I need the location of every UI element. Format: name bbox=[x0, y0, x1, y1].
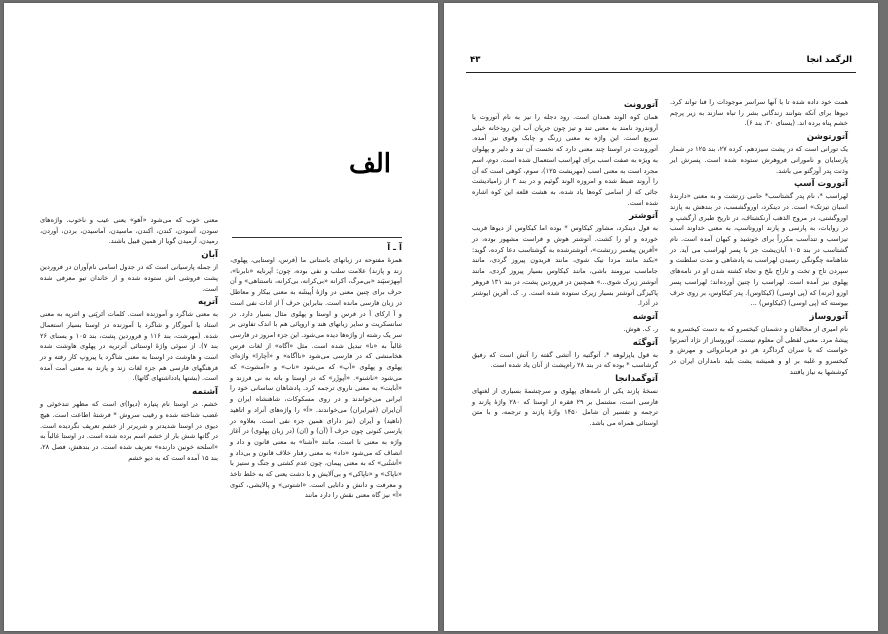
entry-headword: آتوگمدانجا bbox=[615, 374, 658, 385]
entry-text: به قول دینکرد، مشاور کیکاوس * بوده اما کیکاوس از دیوها فریب خورده و او را کشت. آتوشتر هوش و فراست مشهور بوده، در «آفرین پیغمبر زرتشت»، آتوشترشده به گوشتاسب دعا کرده، گوید: «بکند مانند مزدا نیک شوی، مانند فریدون پیروز گردی، مانند جاماسب نیرومند باشی، مانند کیکاوس بسیار پیروز گردی، مانند آتوشتر زیرک شوی...» همچنین در فروردین پشت، در بند ۱۳۱ فروهر پاکیزگی آتوشتر بسیار زیرک ستوده شده است. ر. ک. آفرین ایوشتر در آذرا. bbox=[472, 224, 658, 308]
entry-headword: آترپه bbox=[198, 297, 218, 308]
entry-text: همت خود داده شده تا با آنها سراسر موجودات را فنا تواند کرد. دیوها برای آنکه بتوانند زندگانی بشر را تباه سازند به زیر پرچم خشم پناه برده اند. (یسنای ۳۰، بند ۶). bbox=[670, 98, 848, 128]
running-header bbox=[466, 50, 856, 73]
entry-text: نام امیری از مخالفان و دشمنان کیخسرو که به دست کیخسرو به پیشهٔ مرد. معنی لفظی آن معلوم نیست. آتوروساز از نژاد آتمرتوا خواست که با سران گرداگرد هر دو فرمانروائی و مهرش و کیخسرو و غلبه بر او و همیشه یشت بلید نامداران ایران در کوششها به نیاز یافتند bbox=[670, 324, 848, 376]
entry-text: ر. ک. هوش. bbox=[623, 324, 658, 333]
section-letter: الف bbox=[348, 149, 392, 179]
entry-headword: آتوگتَه bbox=[632, 337, 658, 348]
entry-headword: آتورتوشن bbox=[806, 132, 848, 143]
entry-headword: آبان bbox=[201, 250, 218, 261]
left-page bbox=[4, 3, 438, 631]
entry-text: همان کوه الوند همدان است. رود دجله را نیز به نام آتوروت یا آروَندرود نامند به معنی تند و تیز چون جریان آب این رودخانه خیلی سریع است. این واژه به معنی زرنگ و چابک وقوی نیز آمده. آتوروندت در اوستا چند معنی دارد که نخست آن تند و دلیر و پهلوان به ویژه به صفت اسب برای لهراسب استعمال شده است. دوم، اسم مجرد است به معنی اسب (مهریشت ۱۲۵)، سوم، کوهی است که آن را آروند ضبط شده و امروزه الوند گوئیم و در بند ۳ از زامیادیشت جائی که از اسامی کوه‌ها یاد شده، به هشت قلعه این کوه اشاره شده است. bbox=[472, 113, 658, 207]
left-page-left-column bbox=[40, 215, 218, 615]
entry-headword: آشتمه bbox=[192, 387, 218, 398]
entry-headword: آتوروساز bbox=[809, 311, 848, 322]
entry-text: به معنی شاگرد و آموزنده است. کلمات اَتَرپَتی و اتترپه به معنی استاد یا آموزگار و شاگرد یا آموزنده در اوستا بسیار استعمال شده. (مهرشت، بند ۱۱۶ و فروردین پشت، بند ۱۰۵ و یسنای ۲۶ بند ۷). از سوئی واژهٔ اوستائی آترتریه در پهلوی هاوشت شده است و هاوشت در اوستا به معنی شاگرد یا پیروپ کار رفته و در فرهنگهای فارسی هم جزء لغات زند و پازند به معنی أمت آمده است. (بشتها یادداشتهای گاتها). bbox=[40, 310, 219, 383]
right-page-right-column bbox=[670, 97, 848, 617]
section-rule bbox=[232, 237, 402, 238]
running-header-title: الرگمد انجا bbox=[806, 55, 852, 65]
right-page-left-column bbox=[472, 97, 658, 617]
page-number: ۴۳ bbox=[470, 55, 481, 65]
entry-text: معنی خوب که می‌شود «آهو» یعنی عیب و ناخوب. واژه‌های سودن، آسودن، کندن، آکندن، ماسیدن، آماسیدن، بردن، آوردن، رمیدن، آرمیدن گویا از همین قبیل باشند. bbox=[40, 216, 218, 246]
entry-text: نسخهٔ پازند یکی از نامه‌های پهلوی و سرچشمهٔ بسیاری از لغتهای فارسی است، مشتمل بر ۲۹ فقره از اوستا که ۲۸۰ واژهٔ پازند و ترجمه و تفسیر آن شامل ۱۴۵۰ واژهٔ پازند و ترجمه، و با متن اوستائی همراه می باشد. bbox=[472, 387, 658, 428]
entry-headword: آتورونت bbox=[623, 100, 658, 110]
right-page bbox=[444, 3, 878, 631]
entry-text: یک تورانی است که در پشت سیزدهم، کرده ۲۷، بند ۱۲۵ در شمار پارسایان و نامورانی فروهرش ستوده شده است. پسرش ایر وذنت پدر آوزگتو می باشد. bbox=[670, 145, 849, 175]
entry-text: به قول یاپزلوهه *، آتوگتیه را آتشی گفته را آتش است که رفیق گرشاسب * بوده که در بند ۲۸ رام‌پشت از آنان یاد شده است. bbox=[472, 350, 658, 370]
entry-headword: آتوشتر bbox=[629, 211, 658, 222]
entry-headword: آتوروت آسپ bbox=[794, 179, 848, 190]
entry-headword: آ ـ آ bbox=[387, 243, 402, 253]
entry-text: لهراسب *، نام پدر گشتاسب* حامی زرتشت و به معنی «دارندهٔ اسبان تیزتک» است. در دینکرد، اوروگشسب، در بندهش به پازند اوروگشتی، در مروج الذهب آرنکشتاف، در تاریخ طبری آرگشپ و در روایات، به پارسی و پازند اوروتاسپ، به معنی خداوند اسب تیزاسب و تندآسب مکرراً برای خوشید و کیهان آمده است. نام گشتاسب در بند ۱۰۵ آبان‌یشت جز با پسر لهراسب می آید. در شاهنامه چگونگی رسیدن لهراسب به پادشاهی و مدت سلطنت و سپردن تاج و تخت و تاراج بلخ و تجاه کشته شدن او در نامه‌های پهلوی نیز آمده است. لهراسب را چنین آورده‌اند: لهراسب پسر اوزو (ترنه) که (پی اوسی) (کیکاوس). پدر کیکاوس، بر روی حرف بیوسته که (پی اوسی) (کیکاوس) ... bbox=[670, 192, 848, 308]
entry-text: همزهٔ مفتوحه در زبانهای باستانی ما (فرس، اوستایی، پهلوی، زند و پازند) علامت سلب و نفی بوده، چون: اَپرنایه «نابرنا»، اَمِهرَسپَند «بی‌مرگ، اَکرانه «بی‌کرانه، بی‌کرانه، ناستناهی» و آن حرف برای چنین معنی در واژهٔ اُپیشَه به معنی بیکار و معاطل در زبان فارسی مانده است. بنابراین حرف آ از ادات نفی است و آ ارکای آ در فرس و اوستا و پهلوی مثال بسیار دارد. در سانسکریت و سایر زبانهای هند و اروپائی هم با اندک تفاوتی بر سر یک رشته از واژه‌ها دیده می‌شود. این جزء امروز در فارسی غالباً به «نا» تبدیل شده است. مثل «آگاه» از لغات فرس هخامنشی که در فارسی می‌شود «ناآگاه» و «آچارا» واژه‌ای پهلوی و پهلوی «آپ» که می‌شود «ناب» و «اَمشوت» که می‌شود «ناشنو». «اَپوژَر» که در اوستا و بانه به نی فرزند و «آبایت» به معنی ناروی ترجمه کرد. پادشاهان ساسانی خود را ایرانی می‌خواندند و در روی مسکوکات، شاهنشاه ایران و آن‌ایران (غیرایران) می‌خواندند. «آ» را واژه‌های آنراد و اتاهید (ناهید) و آیران (نیز دارای همین جزء نفی است. بعلاوه در پارسی کنونی چون حرف آ (آن) و (ان) (در زبان پهلوی) در آغاز واژه به معنی نا است، مانند «آشنا» به معنی قانون و داد و انصاف که می‌شود «داد» به معنی رفتار خلاف قانون و بی‌داد و «اَشتُنی» که به معنی پیمان، چون عدم کشتی و جنگ و ستیز با «ناپاک» و «ناپاکی» و بی‌آلایش و با دشت یعنی که به خلط تاخذ و معرفت و دانش و دانایی است. «اشتوتی» و پالایشی، کنوی «آ» نیز گاه معنی نقش را دارد مانند bbox=[230, 256, 402, 500]
entry-text: خشم. در اوستا نام پتیاره (دیوا)ی است که مظهر تندخوئی و غضب شناخته شده و رقیب سروش * فرشتهٔ اطاعت است. هیچ دیوی در اوستا شدیدتر و شریرتر از خشم تعریف نگردیده است. در گاتها شش بار از خشم اسم برده شده است. در اوستا غالباً به «اسلحه خونین دارنده» تعریف شده است. در بندهش، فصل ۲۸، بند ۱۵ آمده است که به دیو خشم bbox=[40, 400, 218, 462]
entry-headword: آتوشه bbox=[632, 311, 658, 322]
left-page-right-column bbox=[230, 240, 402, 620]
entry-text: از جمله پارسیانی است که در جدول اسامی نام‌آوران در فروردین پشت فروشی اش ستوده شده و از خاندان تیو معرفی شده است. bbox=[40, 263, 218, 293]
